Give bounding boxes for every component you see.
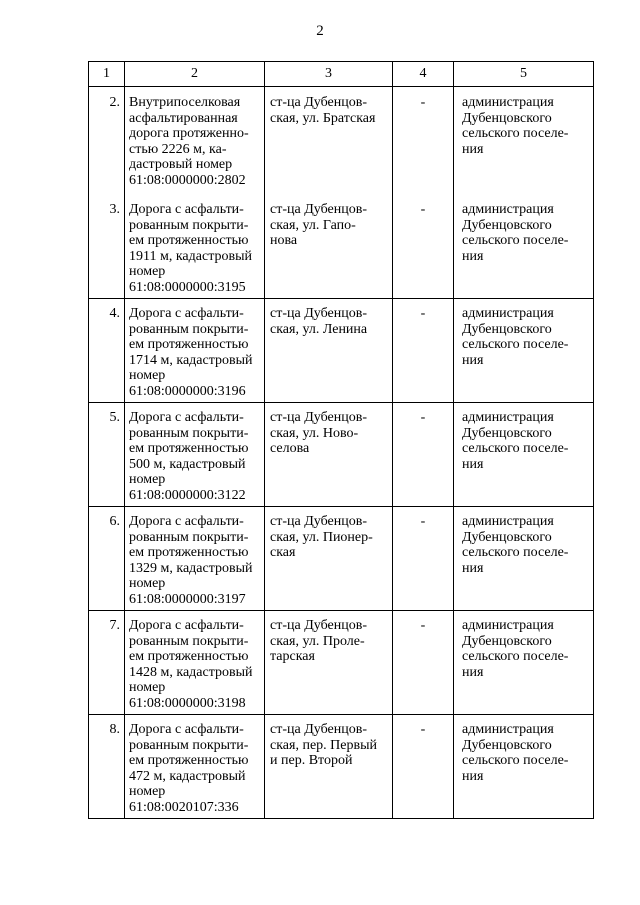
- column-4-value: -: [420, 202, 426, 217]
- objects-table: [88, 61, 594, 819]
- object-address: ст-ца Дубенцов- ская, ул. Гапо- нова: [270, 202, 367, 248]
- object-name: Дорога с асфальти- рованным покрыти- ем протяженностью 1329 м, кадастровый номер 61:08:0000000:3197: [129, 514, 253, 607]
- object-owner: администрация Дубенцовского сельского поселе- ния: [462, 722, 569, 784]
- column-4-value: -: [420, 306, 426, 321]
- object-address: ст-ца Дубенцов- ская, пер. Первый и пер. Второй: [270, 722, 377, 768]
- object-name: Дорога с асфальти- рованным покрыти- ем протяженностью 500 м, кадастровый номер 61:08:0000000:3122: [129, 410, 249, 503]
- column-header-2: 2: [125, 62, 265, 87]
- column-4-value: -: [420, 722, 426, 737]
- table-row: [89, 611, 594, 715]
- table-row: [89, 299, 594, 403]
- column-header-3: 3: [265, 62, 393, 87]
- column-header-4: 4: [393, 62, 454, 87]
- object-name: Внутрипоселковая асфальтированная дорога протяженно- стью 2226 м, ка- дастровый номер 61:08:0000000:2802: [129, 95, 249, 188]
- page-number: 2: [316, 23, 324, 39]
- column-4-value: -: [420, 410, 426, 425]
- object-address: ст-ца Дубенцов- ская, ул. Проле- тарская: [270, 618, 367, 664]
- object-name: Дорога с асфальти- рованным покрыти- ем протяженностью 1911 м, кадастровый номер 61:08:0000000:3195: [129, 202, 252, 295]
- object-owner: администрация Дубенцовского сельского поселе- ния: [462, 618, 569, 680]
- row-number: 8.: [109, 722, 120, 737]
- column-header-5: 5: [454, 62, 594, 87]
- object-address: ст-ца Дубенцов- ская, ул. Ленина: [270, 306, 368, 337]
- object-owner: администрация Дубенцовского сельского поселе- ния: [462, 410, 569, 472]
- object-owner: администрация Дубенцовского сельского поселе- ния: [462, 95, 569, 157]
- object-name: Дорога с асфальти- рованным покрыти- ем протяженностью 1714 м, кадастровый номер 61:08:0000000:3196: [129, 306, 253, 399]
- row-number: 2.: [109, 95, 120, 110]
- object-owner: администрация Дубенцовского сельского поселе- ния: [462, 202, 569, 264]
- table-row: [89, 715, 594, 819]
- row-number: 3.: [109, 202, 120, 217]
- object-address: ст-ца Дубенцов- ская, ул. Братская: [270, 95, 376, 126]
- object-address: ст-ца Дубенцов- ская, ул. Пионер- ская: [270, 514, 373, 560]
- row-number: 6.: [109, 514, 120, 529]
- object-name: Дорога с асфальти- рованным покрыти- ем протяженностью 472 м, кадастровый номер 61:08:0020107:336: [129, 722, 249, 815]
- table-row: [89, 507, 594, 611]
- row-number: 5.: [109, 410, 120, 425]
- table-row: [89, 403, 594, 507]
- object-owner: администрация Дубенцовского сельского поселе- ния: [462, 306, 569, 368]
- object-name: Дорога с асфальти- рованным покрыти- ем протяженностью 1428 м, кадастровый номер 61:08:0000000:3198: [129, 618, 253, 711]
- table-row: [89, 194, 594, 299]
- object-address: ст-ца Дубенцов- ская, ул. Ново- селова: [270, 410, 367, 456]
- column-4-value: -: [420, 618, 426, 633]
- row-number: 7.: [109, 618, 120, 633]
- table-row: [89, 87, 594, 195]
- column-4-value: -: [420, 95, 426, 110]
- column-header-1: 1: [89, 62, 125, 87]
- row-number: 4.: [109, 306, 120, 321]
- table-header-row: [89, 62, 594, 87]
- column-4-value: -: [420, 514, 426, 529]
- object-owner: администрация Дубенцовского сельского поселе- ния: [462, 514, 569, 576]
